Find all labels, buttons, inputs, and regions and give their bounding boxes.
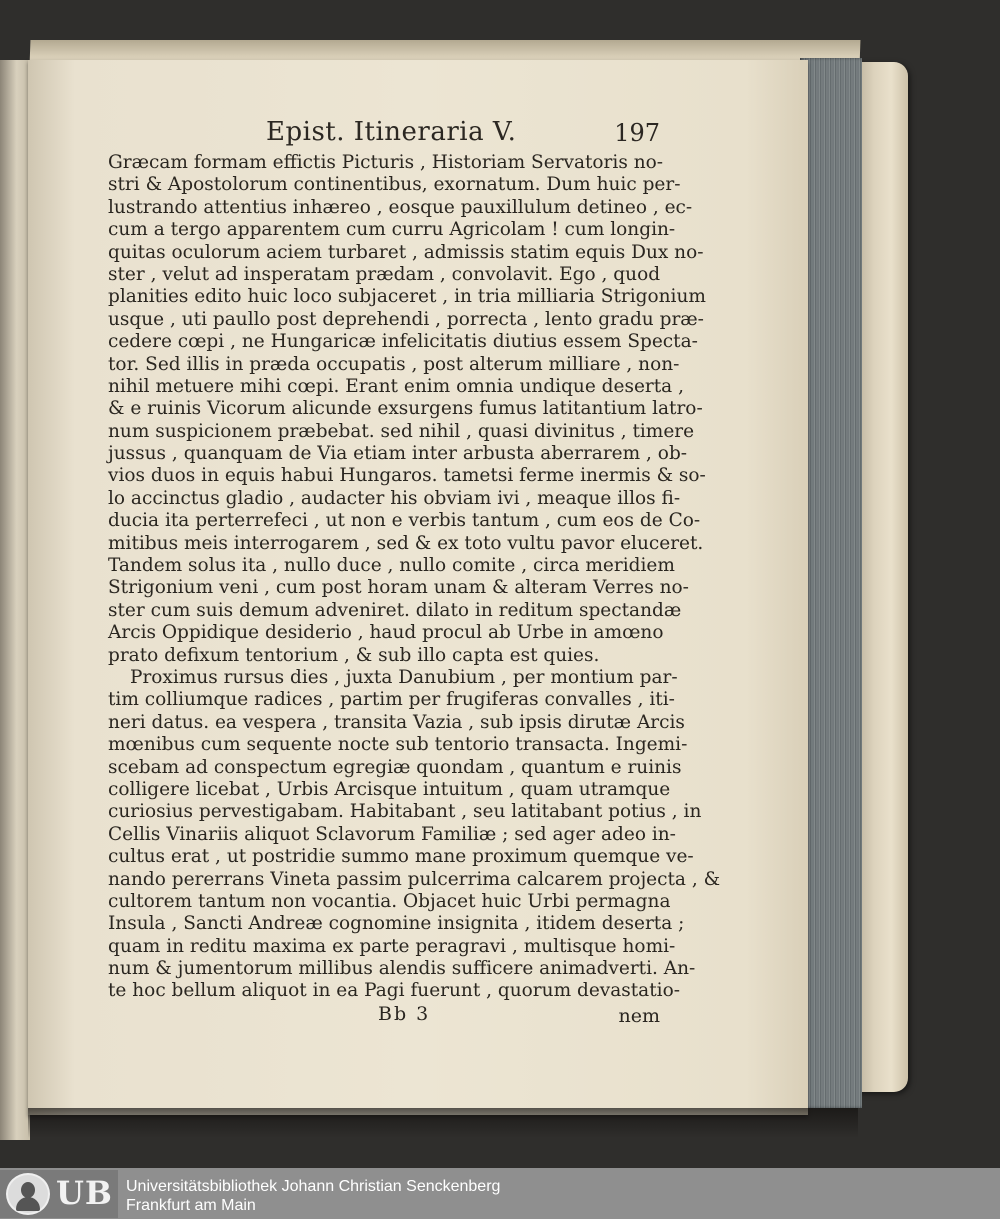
portrait-seal-icon (6, 1173, 50, 1215)
text-line: tor. Sed illis in præda occupatis , post alterum milliare , non- (108, 353, 680, 375)
text-line: planities edito huic loco subjaceret , in tria milliaria Strigonium (108, 286, 706, 308)
catchword: nem (618, 1005, 660, 1027)
text-line: tim colliumque radices , partim per frugiferas convalles , iti- (108, 689, 675, 711)
page-fore-edge (800, 58, 862, 1108)
text-line: cultus erat , ut postridie summo mane proximum quemque ve- (108, 846, 694, 868)
library-logo[interactable] (0, 1170, 118, 1218)
text-line: Græcam formam effictis Picturis , Historiam Servatoris no- (108, 152, 663, 173)
text-line: cultorem tantum non vocantia. Objacet huic Urbi permagna (108, 890, 671, 912)
text-line: num & jumentorum millibus alendis sufficere animadverti. An- (108, 958, 696, 980)
library-name (126, 1177, 500, 1215)
text-line: lo accinctus gladio , audacter his obviam ivi , meaque illos fi- (108, 487, 681, 509)
library-name-line1: Universitätsbibliothek Johann Christian Senckenberg (126, 1178, 501, 1195)
text-line: neri datus. ea vespera , transita Vazia , sub ipsis dirutæ Arcis (108, 711, 685, 733)
text-line: prato defixum tentorium , & sub illo capta est quies. (108, 644, 600, 666)
body-text (108, 152, 721, 1003)
text-line: Arcis Oppidique desiderio , haud procul ab Urbe in amœno (108, 622, 664, 644)
previous-page-edge (0, 60, 30, 1140)
text-line: curiosius pervestigabam. Habitabant , seu latitabant potius , in (108, 801, 702, 823)
text-line: quitas oculorum aciem turbaret , admissis statim equis Dux no- (108, 241, 704, 263)
text-line: vios duos in equis habui Hungaros. tametsi ferme inermis & so- (108, 465, 706, 487)
text-line: Strigonium veni , cum post horam unam & alteram Verres no- (108, 577, 689, 599)
text-line: te hoc bellum aliquot in ea Pagi fuerunt , quorum devastatio- (108, 980, 680, 1002)
seal-bust (16, 1197, 40, 1211)
text-line: colligere licebat , Urbis Arcisque intuitum , quam utramque (108, 778, 671, 800)
text-line: ducia ita perterrefeci , ut non e verbis tantum , cum eos de Co- (108, 510, 701, 532)
text-line: ster , velut ad insperatam prædam , convolavit. Ego , quod (108, 263, 661, 285)
text-line: num suspicionem præbebat. sed nihil , quasi divinitus , timere (108, 420, 695, 442)
text-line: lustrando attentius inhæreo , eosque pauxillulum detineo , ec- (108, 196, 693, 218)
text-line: nando pererrans Vineta passim pulcerrima calcarem projecta , & (108, 868, 721, 890)
text-line: stri & Apostolorum continentibus, exornatum. Dum huic per- (108, 174, 681, 196)
logo-text: UB (56, 1174, 113, 1212)
library-name-line2: Frankfurt am Main (126, 1197, 256, 1214)
page-number: 197 (614, 119, 660, 147)
text-line: usque , uti paullo post deprehendi , porrecta , lento gradu præ- (108, 308, 704, 330)
seal-head (21, 1182, 35, 1198)
text-line: Insula , Sancti Andreæ cognomine insignita , itidem deserta ; (108, 913, 685, 935)
text-line: scebam ad conspectum egregiæ quondam , quantum e ruinis (108, 756, 682, 778)
page-shadow (28, 1108, 858, 1138)
text-line: ster cum suis demum adveniret. dilato in reditum spectandæ (108, 599, 682, 621)
text-line: & e ruinis Vicorum alicunde exsurgens fumus latitantium latro- (108, 398, 703, 420)
running-header (108, 117, 660, 153)
text-line: Tandem solus ita , nullo duce , nullo comite , circa meridiem (108, 555, 675, 577)
text-line: mitibus meis interrogarem , sed & ex toto vultu pavor eluceret. (108, 532, 704, 554)
text-line: mœnibus cum sequente nocte sub tentorio transacta. Ingemi- (108, 734, 688, 756)
text-line: Proximus rursus dies , juxta Danubium , per montium par- (130, 666, 678, 688)
text-line: cum a tergo apparentem cum curru Agricolam ! cum longin- (108, 219, 676, 241)
page-footer (108, 1003, 660, 1029)
header-title: Epist. Itineraria V. (266, 117, 517, 147)
text-line: nihil metuere mihi cœpi. Erant enim omnia undique deserta , (108, 375, 684, 397)
text-line: quam in reditu maxima ex parte peragravi , multisque homi- (108, 935, 676, 957)
signature-mark: Bb 3 (378, 1003, 431, 1025)
text-line: Cellis Vinariis aliquot Sclavorum Familiæ ; sed ager adeo in- (108, 823, 676, 845)
text-line: jussus , quanquam de Via etiam inter arbusta aberrarem , ob- (108, 443, 688, 465)
text-line: cedere cœpi , ne Hungaricæ infelicitatis diutius essem Specta- (108, 331, 698, 353)
